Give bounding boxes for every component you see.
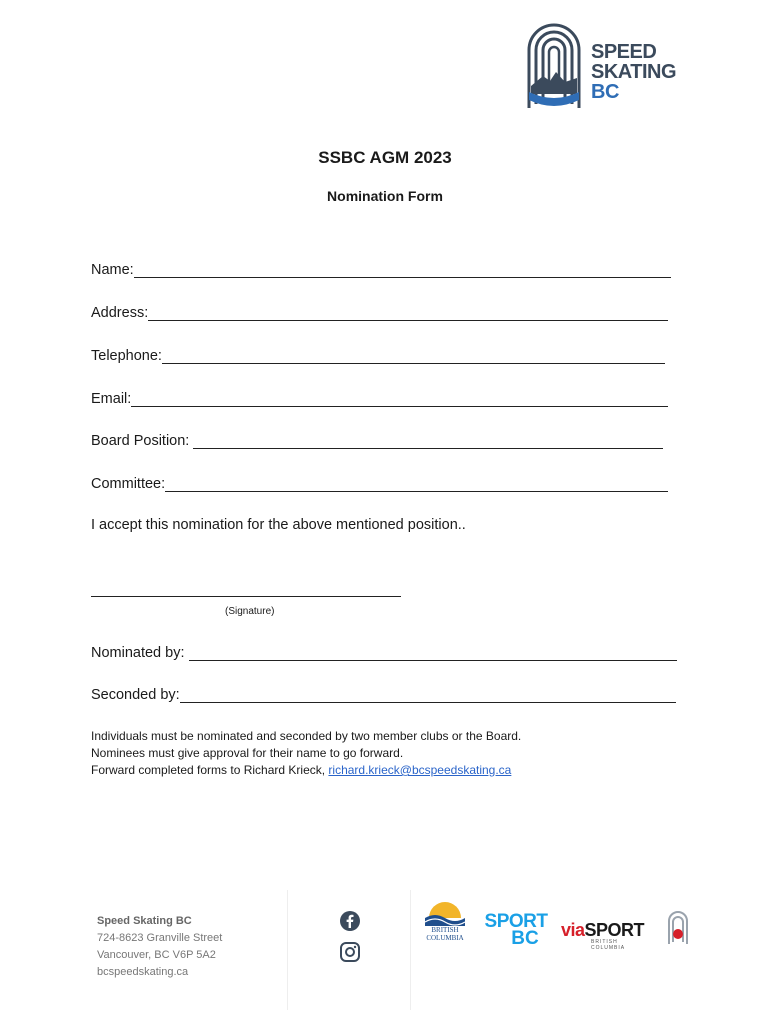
bc-logo-line-1: BRITISH	[431, 926, 459, 934]
signature-caption: (Signature)	[225, 606, 275, 617]
footer-contact-info	[97, 913, 222, 981]
email-label: Email:	[91, 391, 132, 407]
logo-wordmark	[591, 42, 676, 102]
name-label: Name:	[91, 262, 134, 278]
nominated-by-input-line[interactable]	[189, 644, 677, 661]
email-link[interactable]: richard.krieck@bcspeedskating.ca	[328, 763, 512, 777]
speed-skating-canada-icon	[667, 910, 689, 946]
viasport-subtitle: BRITISH COLUMBIA	[591, 939, 626, 951]
committee-label: Committee:	[91, 476, 166, 492]
acceptance-statement: I accept this nomination for the above mentioned position..	[91, 517, 466, 533]
name-input-line[interactable]	[134, 261, 671, 278]
email-input-line[interactable]	[131, 390, 668, 407]
document-subtitle: Nomination Form	[327, 188, 443, 204]
speed-skating-logo-mark-icon	[525, 20, 583, 112]
viasport-logo	[561, 921, 651, 951]
name-field[interactable]	[91, 261, 671, 278]
british-columbia-logo	[421, 900, 469, 946]
sport-bc-logo	[483, 913, 549, 947]
committee-input-line[interactable]	[165, 475, 668, 492]
board-position-input-line[interactable]	[193, 432, 663, 449]
footer-divider-2	[410, 890, 411, 1010]
note-line-3	[91, 762, 511, 779]
seconded-by-label: Seconded by:	[91, 687, 180, 703]
instagram-icon[interactable]	[340, 942, 360, 962]
note-line-3-text: Forward completed forms to Richard Krieck,	[91, 763, 329, 777]
footer-address-line-1: 724-8623 Granville Street	[97, 932, 223, 944]
telephone-input-line[interactable]	[162, 347, 665, 364]
note-line-1: Individuals must be nominated and seconded by two member clubs or the Board.	[91, 729, 522, 743]
address-label: Address:	[91, 305, 149, 321]
committee-field[interactable]	[91, 475, 668, 492]
nominated-by-label: Nominated by:	[91, 645, 185, 661]
footer-website[interactable]: bcspeedskating.ca	[97, 966, 189, 978]
nominated-by-field[interactable]	[91, 644, 677, 661]
bc-logo-line-2: COLUMBIA	[426, 934, 464, 942]
telephone-label: Telephone:	[91, 348, 162, 364]
viasport-word-sport: SPORT	[584, 920, 645, 940]
email-field[interactable]	[91, 390, 668, 407]
address-field[interactable]	[91, 304, 668, 321]
footer-org-name: Speed Skating BC	[97, 915, 192, 927]
logo-word-skating: SKATING	[591, 61, 677, 83]
speed-skating-bc-logo	[525, 20, 675, 115]
footer-divider-1	[287, 890, 288, 1010]
logo-word-speed: SPEED	[591, 41, 657, 63]
seconded-by-input-line[interactable]	[180, 686, 676, 703]
sport-bc-word-sport: SPORT	[484, 911, 548, 932]
viasport-word-via: via	[561, 920, 585, 940]
board-position-label: Board Position:	[91, 433, 190, 449]
document-title: SSBC AGM 2023	[318, 148, 452, 167]
footer-address-line-2: Vancouver, BC V6P 5A2	[97, 949, 216, 961]
address-input-line[interactable]	[148, 304, 668, 321]
seconded-by-field[interactable]	[91, 686, 676, 703]
board-position-field[interactable]	[91, 432, 663, 449]
bc-sun-icon	[421, 900, 469, 926]
telephone-field[interactable]	[91, 347, 665, 364]
facebook-icon[interactable]	[340, 911, 360, 931]
sport-bc-word-bc: BC	[511, 928, 539, 949]
logo-word-bc: BC	[591, 81, 619, 103]
signature-line[interactable]	[91, 596, 401, 597]
note-line-2: Nominees must give approval for their name to go forward.	[91, 746, 404, 760]
